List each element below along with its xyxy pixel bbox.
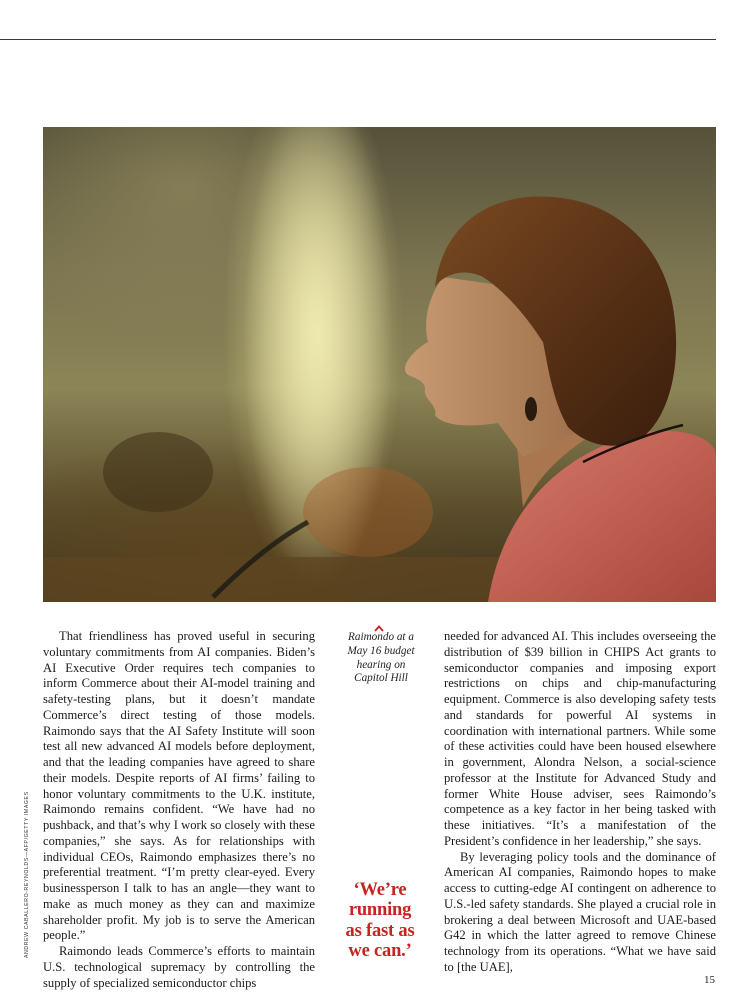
caption-line: Raimondo at a (348, 631, 414, 643)
article-photo (43, 127, 716, 602)
caption-line: hearing on (356, 658, 406, 671)
caption-line: Capitol Hill (354, 672, 408, 685)
article-paragraph: That friendliness has proved useful in securing voluntary commitments from AI companies. Biden’s AI Executive Order requires tech companies to inform Commerce about their AI-model training and safety-testing plans, but it doesn’t mandate Commerce’s direct testing of those models. Raimondo says that the AI Safety Institute will soon test all new advanced AI models before deployment, and that the leading companies have agreed to share their models. Despite reports of AI firms’ failing to honor voluntary commitments to the U.K. institute, Raimondo remains confident. “We have had no pushback, and that’s why I work so closely with these companies,” she says. As for relationships with individual CEOs, Raimondo emphasizes there’s no preferential treatment. “I’m pretty clear-eyed. Every businessperson I talk to has an angle—they want to make as much money as they can and maximize shareholder profit. My job is to serve the American people.” (43, 629, 315, 943)
pull-quote-line: ‘We’re (353, 880, 407, 900)
article-paragraph: Raimondo leads Commerce’s efforts to maintain U.S. technological supremacy by controlling the supply of specialized semiconductor chips (43, 944, 315, 990)
caption-line: May 16 budget (347, 644, 415, 657)
pull-quote-line: running (348, 900, 412, 921)
article-column-left (43, 629, 315, 991)
photo-caption (338, 631, 424, 686)
pull-quote (336, 880, 424, 961)
pull-quote-line: as fast as (345, 920, 415, 941)
article-column-right (444, 629, 716, 976)
photo-credit: ANDREW CABALLERO-REYNOLDS—AFP/GETTY IMAGES (24, 791, 30, 958)
pull-quote-line: we can.’ (348, 940, 412, 961)
article-paragraph: By leveraging policy tools and the dominance of American AI companies, Raimondo hopes to make access to cutting-edge AI contingent on adherence to U.S.-led safety standards. She played a crucial role in brokering a deal between Microsoft and UAE-based G42 in which the latter agreed to remove Chinese technology from its operations. “What we have said to [the UAE], (444, 849, 716, 974)
top-rule (0, 39, 716, 40)
article-paragraph: needed for advanced AI. This includes overseeing the distribution of $39 billion in CHIPS Act grants to semiconductor companies and imposing export restrictions on chips and chip-manufacturing equipment. Commerce is also developing safety tests and standards for powerful AI systems in coordination with international partners. While some of these activities could have been housed elsewhere in government, Alondra Nelson, a social-science professor at the Institute for Advanced Study and former White House adviser, sees Raimondo’s competence as a key factor in her being tasked with these initiatives. “It’s a manifestation of the President’s confidence in her leadership,” she says. (444, 629, 716, 848)
portrait-illustration (43, 127, 716, 602)
page-number: 15 (704, 974, 715, 986)
